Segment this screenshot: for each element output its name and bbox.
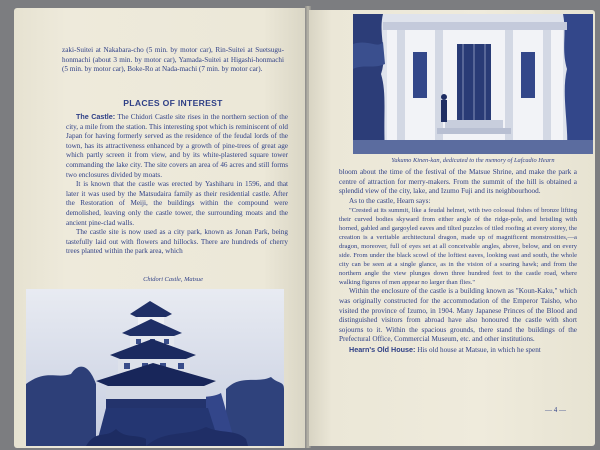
castle-paragraph-1 — [66, 112, 288, 180]
memorial-photo — [353, 14, 593, 154]
page-number — [545, 406, 566, 414]
castle-p3-text: The castle site is now used as a city park, known as Jonan Park, being tastefully laid out with flowers and hillocks. There are hundreds of cherry trees planted within the park area, which — [66, 228, 288, 256]
castle-section — [66, 112, 288, 257]
top-text-body: zaki-Suitei at Nakabara-cho (5 min. by motor car), Rin-Suitei at Suetsugu-honmachi (about 3 min. by motor car), Yamada-Suitei at Higashi-honmachi (5 min. by motor car), Boke-Ro at Nada-machi (7 min. by motor car). — [62, 46, 284, 74]
castle-caption-text: Chidori Castle, Matsue — [143, 276, 203, 283]
section-heading — [62, 98, 284, 108]
section-heading-text: PLACES OF INTEREST — [123, 98, 223, 108]
left-page — [14, 8, 307, 448]
castle-lead: The Castle: — [76, 112, 116, 121]
hearn-quote: "Crested at its summit, like a feudal helmet, with two colossal fishes of bronze lifting their curved bodies skyward from either angle of the ridge-pole, and bristling with horned, gabled and gargoyled eaves and tilted puzzles of tiled roofing at every storey, the creation is a veritable architectural dragon, made up of magnificent monstrosities,—a dragon, moreover, full of eyes set at all conceivable angles, above, below, and on every side. From under the black scowl of the loftiest eaves, looking east and south, the whole city can be seen at a single glance, as in the vision of a soaring hawk; and from the northern angle the view plunges down three hundred feet to the castle road, where walking figures of men appear no larger than flies." — [339, 207, 577, 287]
right-page — [309, 10, 595, 446]
castle-photo-illustration — [26, 289, 284, 446]
castle-paragraph-3 — [66, 228, 288, 257]
right-paragraph-3: Within the enclosure of the castle is a building known as "Koun-Kaku," which was originally constructed for the accommodation of the Emperor Taisho, who visited the province of Izumo, in 1904. Many Japanese Princes of the Blood and distinguished visitors from abroad have also honoured the castle with short sojourns to it. Within the spacious grounds, there stand the buildings of the Prefectural Office, Commercial Museum, etc. and other institutions. — [339, 287, 577, 344]
right-paragraph-1: bloom about the time of the festival of the Matsue Shrine, and make the park a centre of attraction for merry-makers. From the summit of the hill is obtained a splendid view of the city, lake, and Izumo Fuji and its neighbourhood. — [339, 168, 577, 196]
top-text — [62, 46, 284, 75]
castle-p2-text: It is known that the castle was erected by Yashiharu in 1596, and that later it was used by the Matsudaira family as their residential castle. After the Restoration of Meiji, the buildings within the compound were demolished, leaving only the castle tower, the surrounding moats and the ancient pine-clad walls. — [66, 180, 288, 227]
memorial-photo-illustration — [353, 14, 593, 154]
castle-p1-text: The Chidori Castle site rises in the northern section of the city, a mile from the station. This interesting spot which is reminiscent of old Japan for having formerly served as the residence of the feudal lords of the town, has its attractiveness enhanced by a growth of pine-trees of great age which partly screen it from view, and by its white-plastered square tower commanding the lake city. The site covers an area of 46 acres and still forms two enclosures divided by moats. — [66, 113, 289, 179]
right-paragraph-2: As to the castle, Hearn says: — [349, 196, 431, 205]
hearn-lead: Hearn's Old House: — [349, 344, 416, 354]
right-text — [339, 168, 577, 356]
castle-photo-caption — [62, 276, 284, 283]
memorial-photo-caption — [353, 157, 593, 164]
hearn-house-paragraph — [339, 345, 577, 356]
hearn-text: His old house at Matsue, in which he spent — [417, 345, 541, 354]
memorial-caption-text: Yakumo Kinen-kan, dedicated to the memory of Lafcadio Hearn — [391, 157, 555, 164]
castle-photo — [26, 289, 284, 446]
page-number-text: — 4 — — [545, 406, 566, 414]
castle-paragraph-2 — [66, 180, 288, 228]
